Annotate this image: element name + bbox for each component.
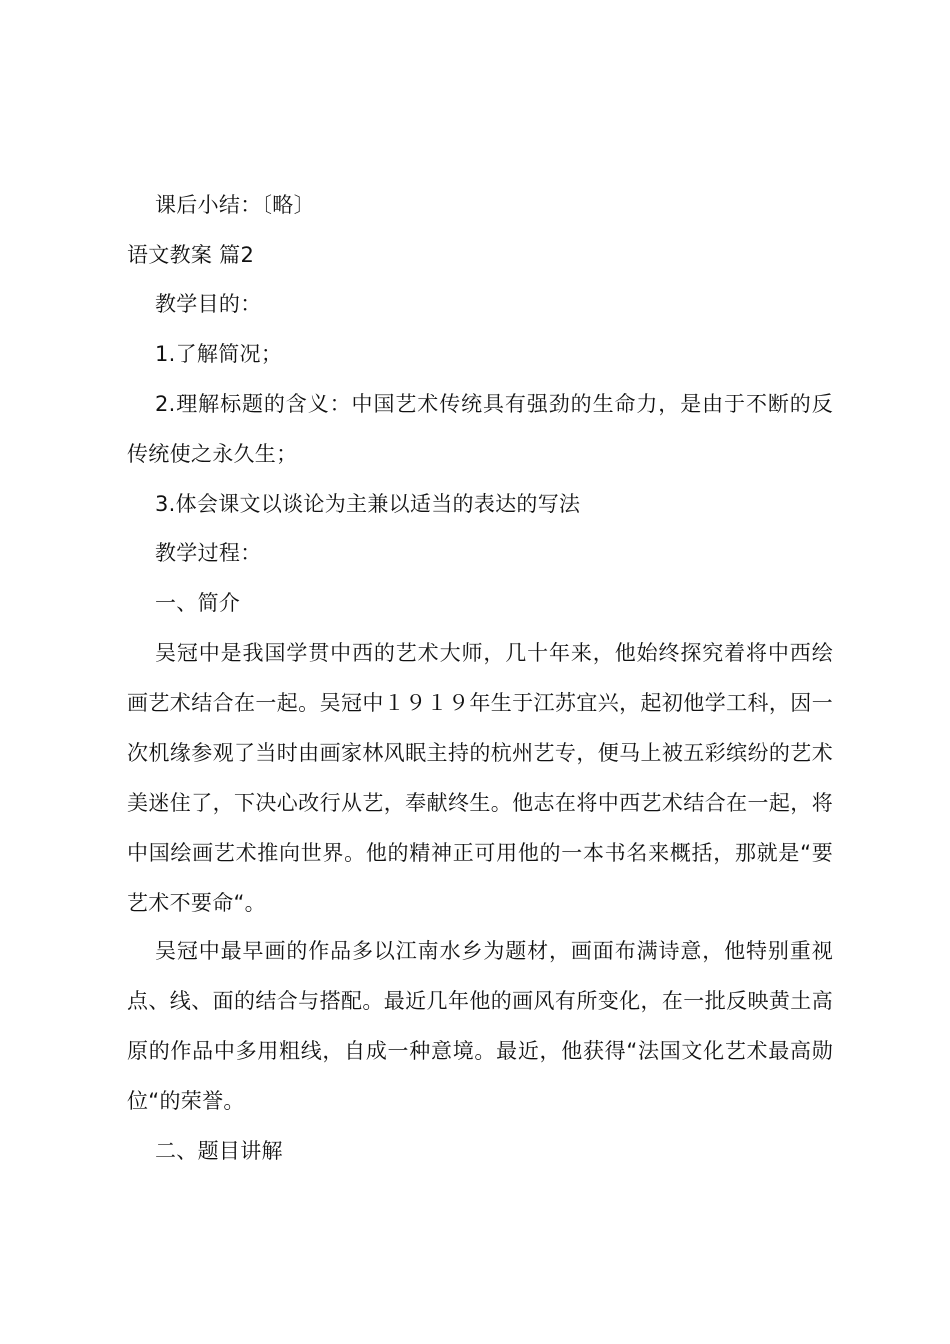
objective-1: 1.了解简况；: [155, 342, 283, 366]
part-2-heading: 二、题目讲解: [155, 1139, 283, 1163]
section-heading: 语文教案 篇2: [127, 243, 255, 267]
paragraph-1: 吴冠中是我国学贯中西的艺术大师，几十年来，他始终探究着将中西绘画艺术结合在一起。吴冠中１９１９年生于江苏宜兴，起初他学工科，因一次机缘参观了当时由画家林风眠主持的杭州艺专，便马上被五彩缤纷的艺术美迷住了，下决心改行从艺，奉献终生。他志在将中西艺术结合在一起，将中国绘画艺术推向世界。他的精神正可用他的一本书名来概括，那就是“要艺术不要命“。: [127, 641, 833, 915]
summary-line: 课后小结：〔略〕: [155, 193, 315, 217]
objective-3: 3.体会课文以谈论为主兼以适当的表达的写法: [155, 492, 581, 516]
objective-2: 2.理解标题的含义：中国艺术传统具有强劲的生命力，是由于不断的反传统使之永久生；: [127, 392, 833, 466]
part-1-heading: 一、简介: [155, 591, 241, 615]
paragraph-2: 吴冠中最早画的作品多以江南水乡为题材，画面布满诗意，他特别重视点、线、面的结合与搭配。最近几年他的画风有所变化，在一批反映黄土高原的作品中多用粗线，自成一种意境。最近，他获得“法国文化艺术最高勋位“的荣誉。: [127, 939, 833, 1113]
objectives-heading: 教学目的：: [155, 292, 262, 316]
process-heading: 教学过程：: [155, 541, 262, 565]
